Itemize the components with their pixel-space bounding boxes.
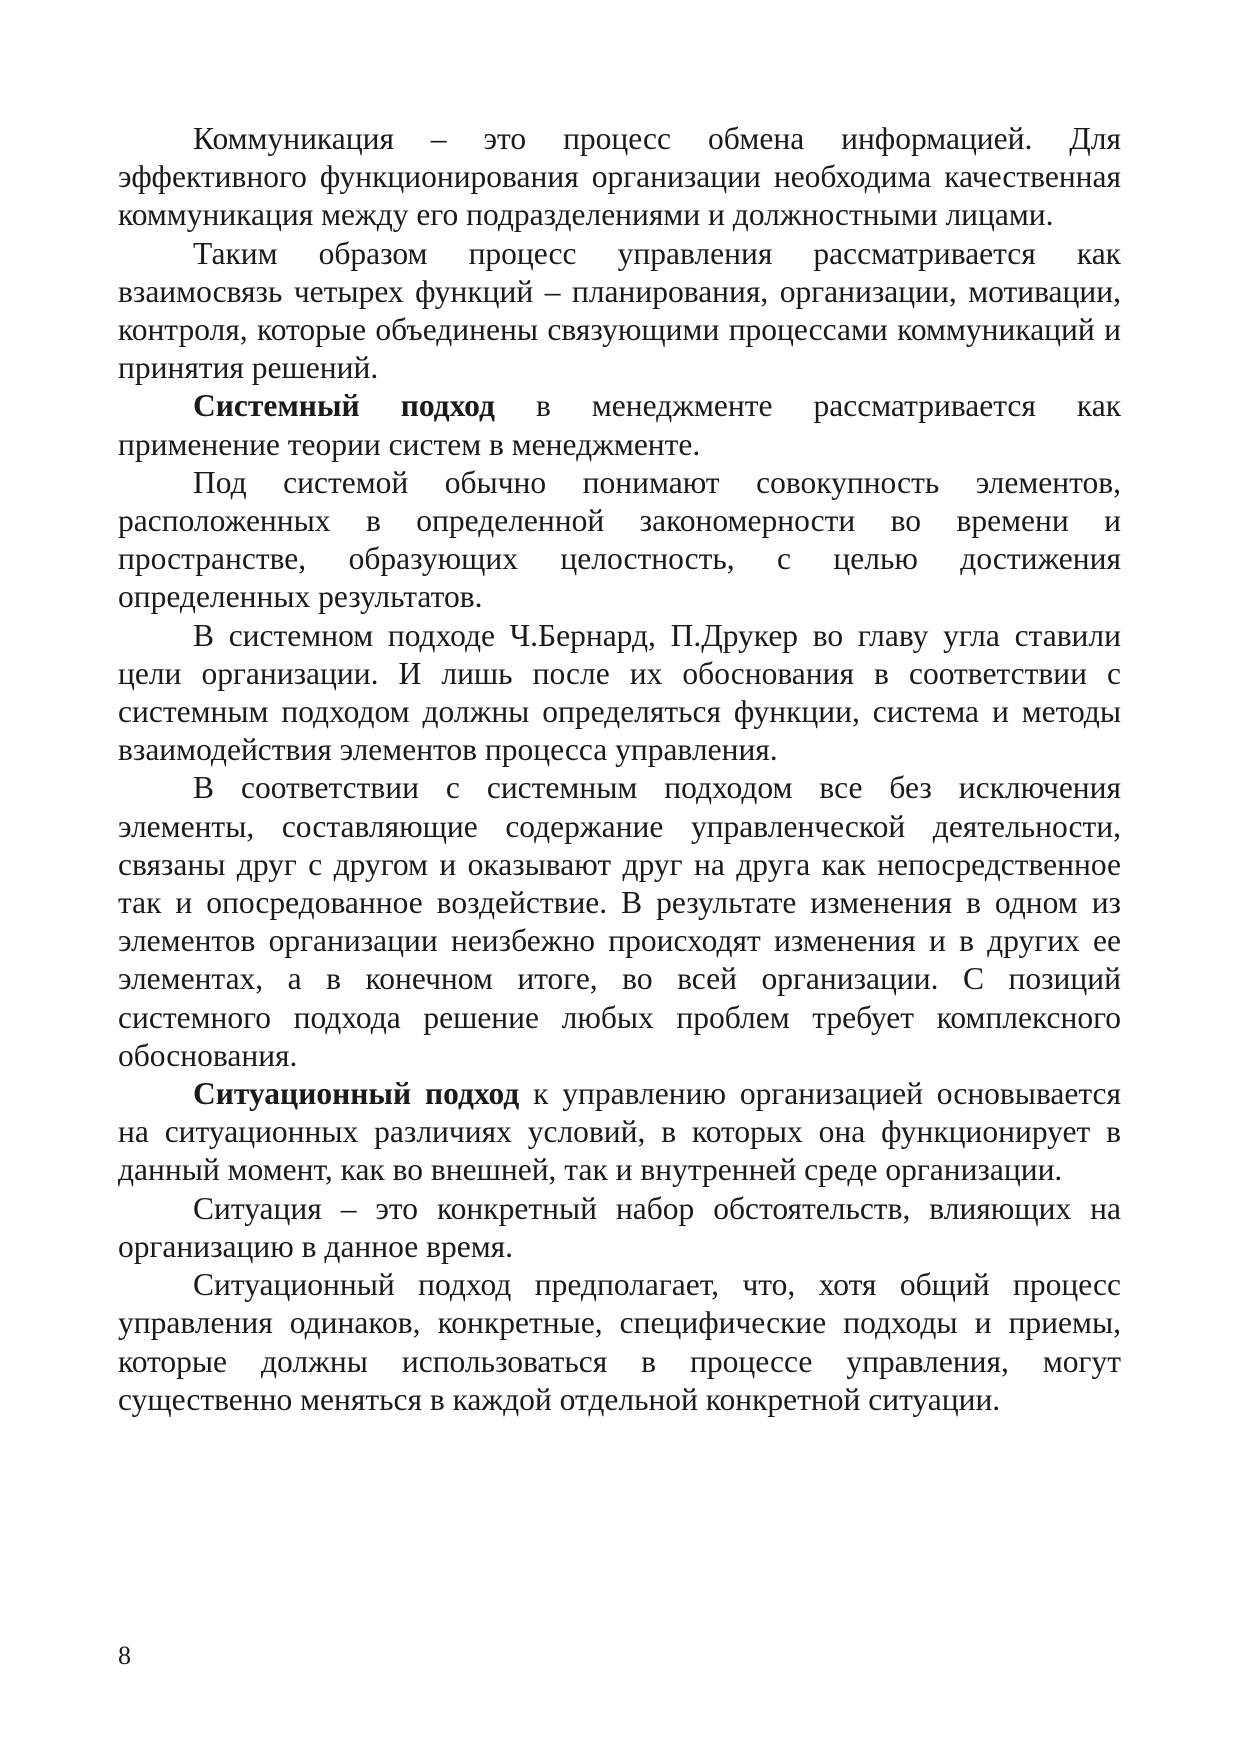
paragraph-text: В системном подходе Ч.Бернард, П.Друкер во главу угла ставили цели организации. И лишь после их обоснования в соответствии с системным подходом должны определяться функции, система и методы взаимодействия элементов процесса управления. [118,617,1121,768]
paragraph-text: Таким образом процесс управления рассматривается как взаимосвязь четырех функций – планирования, организации, мотивации, контроля, которые объединены связующими процессами коммуникаций и принятия решений. [118,235,1121,386]
term-situational-approach: Ситуационный подход [193,1076,520,1112]
paragraph-barnard-drucker [118,617,1121,770]
text-body [118,120,1121,1419]
paragraph-system-definition [118,464,1121,617]
paragraph-text: Ситуационный подход предполагает, что, хотя общий процесс управления одинаков, конкретные, специфические подходы и приемы, которые должны использоваться в процессе управления, могут существенно меняться в каждой отдельной конкретной ситуации. [118,1267,1121,1417]
paragraph-elements-interaction [118,769,1121,1075]
paragraph-text: в менеджменте рассматривается как применение теории систем в менеджменте. [118,388,1122,462]
paragraph-management-process [118,235,1121,388]
paragraph-system-approach [118,387,1121,463]
paragraph-text: В соответствии с системным подходом все без исключения элементы, составляющие содержание управленческой деятельности, связаны друг с другом и оказывают друг на друга как непосредственное так и опосредованное воздействие. В результате изменения в одном из элементов организации неизбежно происходят изменения и в других ее элементах, а в конечном итоге, во всей организации. С позиций системного подхода решение любых проблем требует комплексного обоснования. [118,770,1121,1073]
paragraph-text: Под системой обычно понимают совокупность элементов, расположенных в определенной закономерности во времени и пространстве, образующих целостность, с целью достижения определенных результатов. [118,464,1121,615]
paragraph-situational-assumption [118,1266,1121,1419]
paragraph-situational-approach [118,1075,1121,1190]
paragraph-text: Коммуникация – это процесс обмена информацией. Для эффективного функционирования организации необходима качественная коммуникация между его подразделениями и должностными лицами. [118,121,1121,233]
page-number: 8 [118,1641,131,1670]
paragraph-text: к управлению организацией основывается на ситуационных различиях условий, в которых она функционирует в данный момент, как во внешней, так и внутренней среде организации. [118,1076,1122,1188]
paragraph-situation-definition [118,1190,1121,1266]
paragraph-communication [118,120,1121,235]
term-system-approach: Системный подход [193,388,495,424]
paragraph-text: Ситуация – это конкретный набор обстоятельств, влияющих на организацию в данное время. [118,1190,1121,1264]
